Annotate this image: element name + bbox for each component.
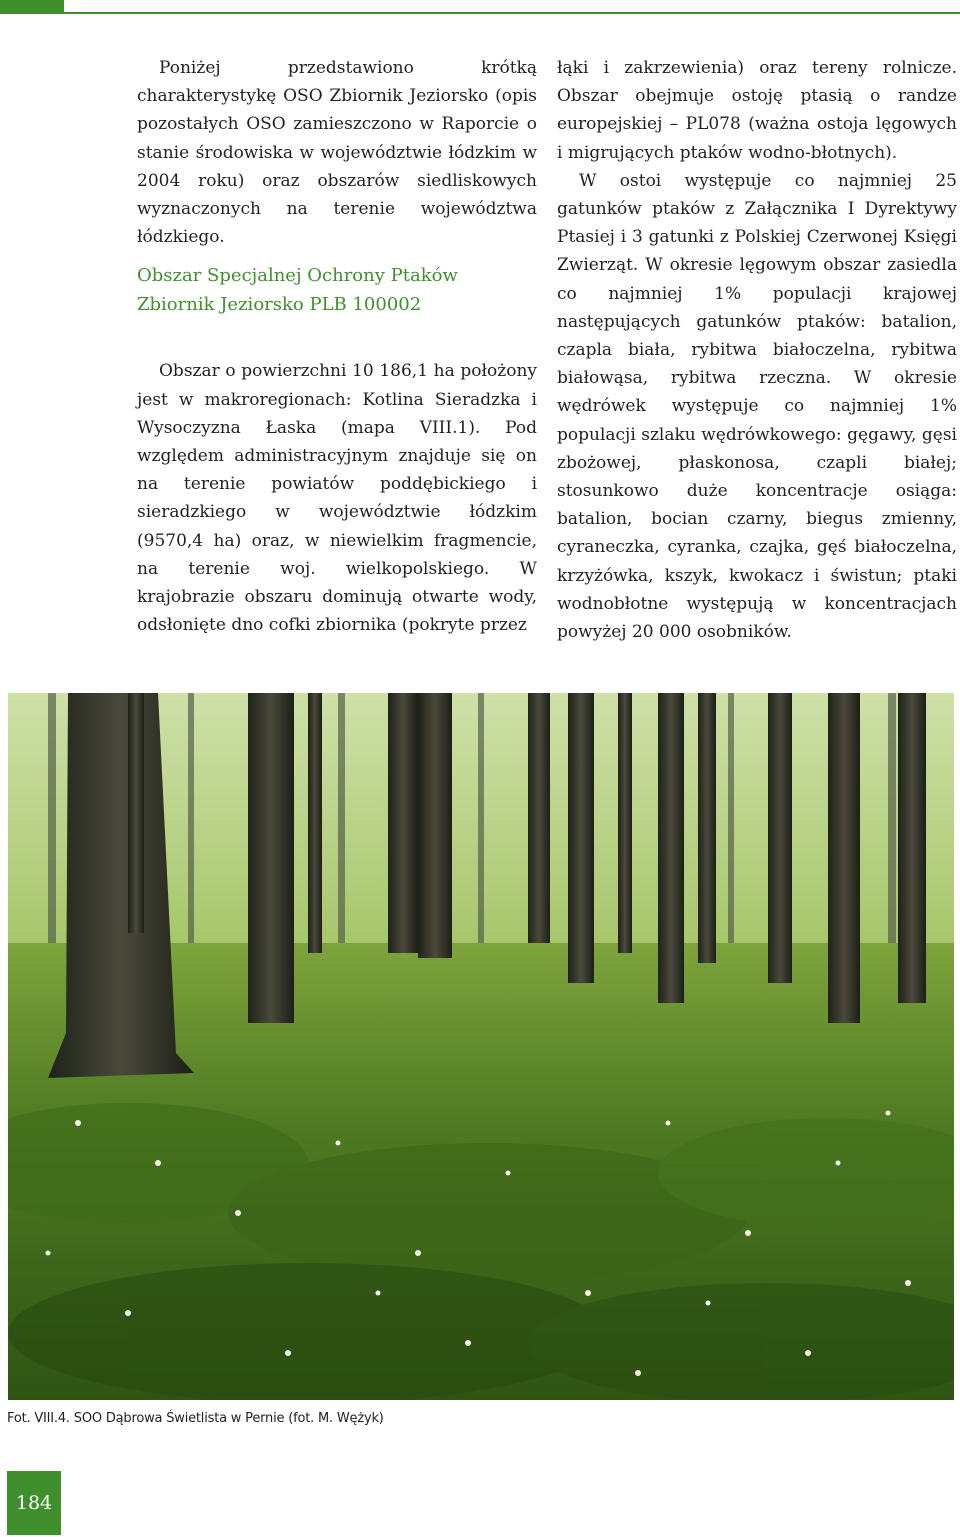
page-number-box	[7, 1471, 61, 1535]
top-bar	[0, 0, 960, 14]
section-heading	[137, 262, 537, 319]
top-bar-block	[0, 0, 64, 14]
photo-caption: Fot. VIII.4. SOO Dąbrowa Świetlista w Pernie (fot. M. Wężyk)	[7, 1411, 384, 1426]
top-rule	[64, 12, 960, 14]
right-column	[557, 54, 957, 646]
body-paragraph: Obszar o powierzchni 10 186,1 ha położony jest w makroregionach: Kotlina Sieradzka i Wysoczyzna Łaska (mapa VIII.1). Pod względem administracyjnym znajduje się on na terenie powiatów poddębickiego i sieradzkiego w województwie łódzkim (9570,4 ha) oraz, w niewielkim fragmencie, na terenie woj. wielkopolskiego. W krajobrazie obszaru dominują otwarte wody, odsłonięte dno cofki zbiornika (pokryte przez	[137, 361, 537, 636]
left-column	[137, 54, 537, 639]
intro-paragraph: Poniżej przedstawiono krótką charakterystykę OSO Zbiornik Jeziorsko (opis pozostałych OSO zamieszczono w Raporcie o stanie środowiska w województwie łódzkim w 2004 roku) oraz obszarów siedliskowych wyznaczonych na terenie województwa łódzkiego.	[137, 58, 537, 248]
section-heading-line2: Zbiornik Jeziorsko PLB 100002	[137, 293, 422, 315]
forest-photo	[8, 693, 954, 1400]
section-heading-line1: Obszar Specjalnej Ochrony Ptaków	[137, 265, 458, 287]
page-number: 184	[15, 1492, 53, 1514]
birds-paragraph: W ostoi występuje co najmniej 25 gatunków ptaków z Załącznika I Dyrektywy Ptasiej i 3 gatunki z Polskiej Czerwonej Księgi Zwierząt. W okresie lęgowym obszar zasiedla co najmniej 1% populacji krajowej następujących gatunków ptaków: batalion, czapla biała, rybitwa białoczelna, rybitwa białowąsa, rybitwa rzeczna. W okresie wędrówek występuje co najmniej 1% populacji szlaku wędrówkowego: gęgawy, gęsi zbożowej, płaskonosa, czapli białej; stosunkowo duże koncentracje osiąga: batalion, bocian czarny, biegus zmienny, cyraneczka, cyranka, czajka, gęś białoczelna, krzyżówka, kszyk, kwokacz i świstun; ptaki wodnobłotne występują w koncentracjach powyżej 20 000 osobników.	[557, 170, 957, 643]
continuation-paragraph: łąki i zakrzewienia) oraz tereny rolnicze. Obszar obejmuje ostoję ptasią o randze europejskiej – PL078 (ważna ostoja lęgowych i migrujących ptaków wodno-błotnych).	[557, 58, 957, 163]
